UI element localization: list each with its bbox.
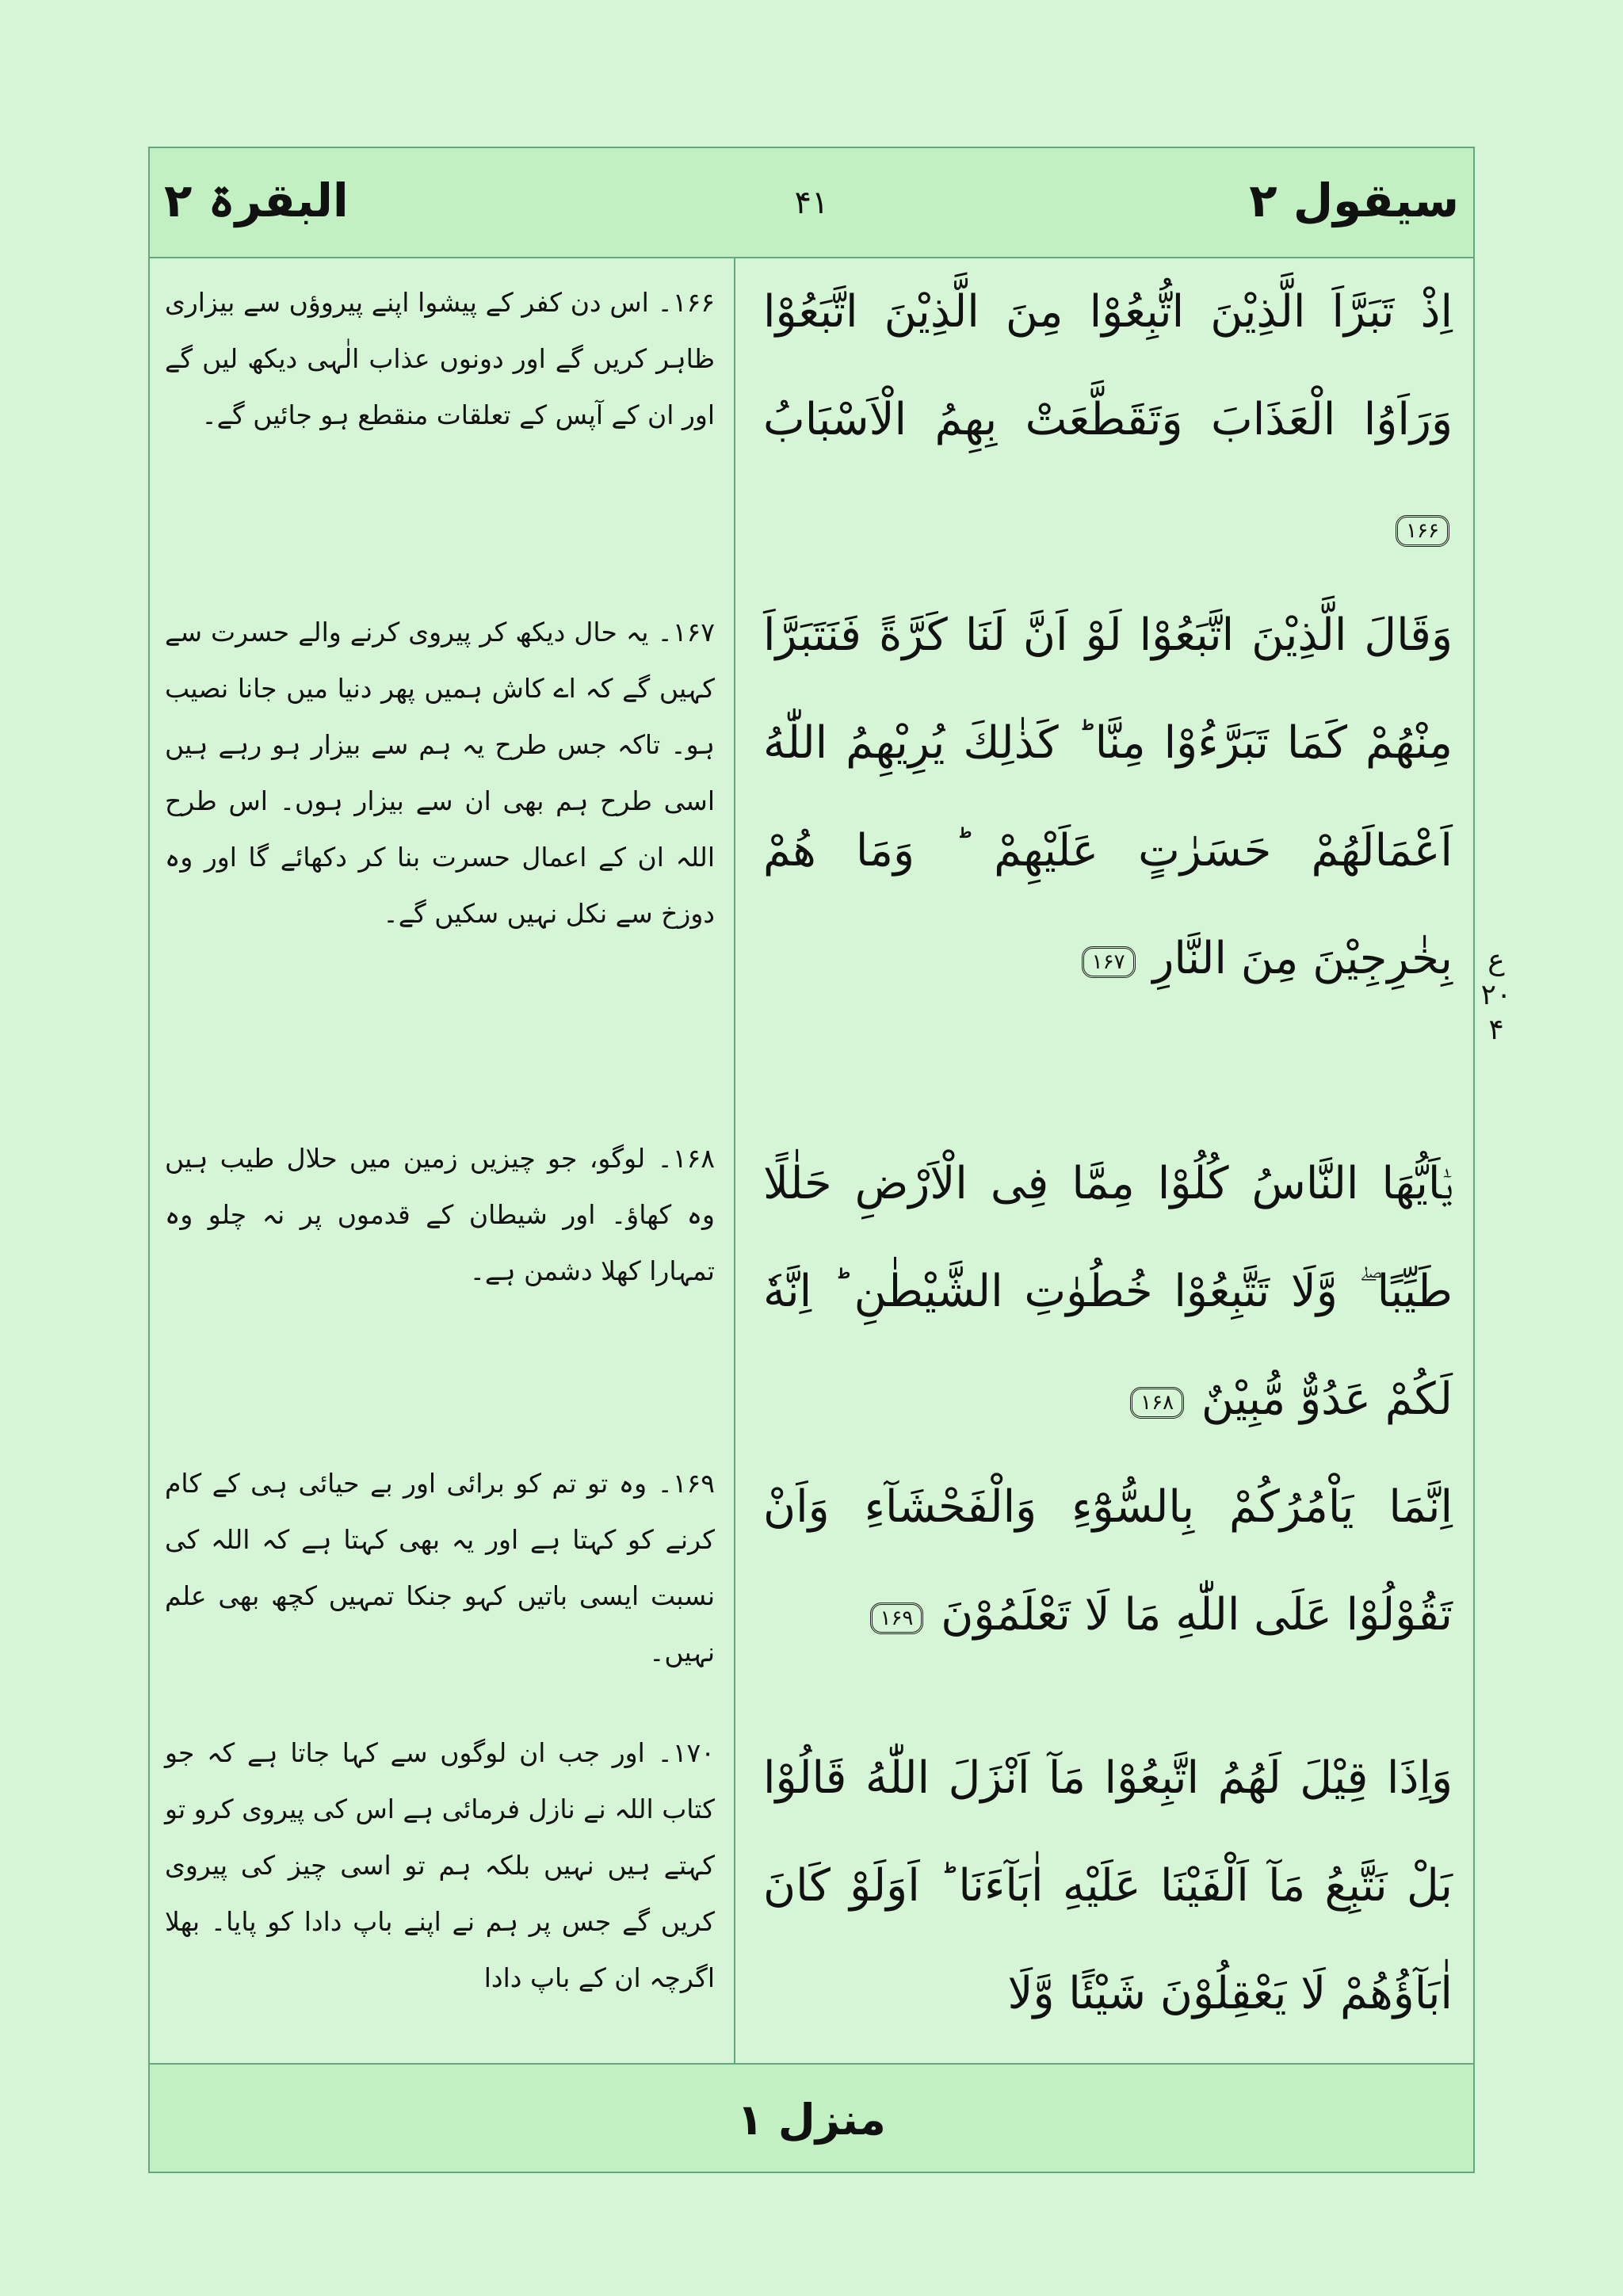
translation-168: ۱۶۸۔ لوگو، جو چیزیں زمین میں حلال طیب ہیں وہ کھاؤ۔ اور شیطان کے قدموں پر نہ چلو وہ تمہارا کھلا دشمن ہے۔ — [165, 1143, 715, 1286]
verse-167 — [763, 582, 1453, 1013]
manzil-label: منزل ۱ — [737, 2095, 886, 2145]
verse-169 — [763, 1454, 1453, 1669]
page-footer — [148, 2063, 1475, 2173]
verse-text: يٰۤاَيُّهَا النَّاسُ كُلُوْا مِمَّا فِى الْاَرْضِ حَلٰلًا طَيِّبًا ۖ وَّلَا تَتَّبِعُوْا خُطُوٰتِ الشَّيْطٰنِ ؕ اِنَّهٗ لَكُمْ عَدُوٌّ مُّبِيْنٌ — [763, 1158, 1453, 1425]
ayah-number-marker: ۱۶۶ — [1396, 515, 1449, 547]
translation-169: ۱۶۹۔ وہ تو تم کو برائی اور بے حیائی ہی کے کام کرنے کو کہتا ہے اور یہ بھی کہتا ہے کہ اللہ کی نسبت ایسی باتیں کہو جنکا تمہیں کچھ بھی علم نہیں۔ — [165, 1468, 715, 1668]
urdu-translation-column — [148, 258, 735, 2063]
translation-170: ۱۷۰۔ اور جب ان لوگوں سے کہا جاتا ہے کہ جو کتاب اللہ نے نازل فرمائی ہے اس کی پیروی کرو تو کہتے ہیں نہیں بلکہ ہم تو اسی چیز کی پیروی کریں گے جس پر ہم نے اپنے باپ دادا کو پایا۔ بھلا اگرچہ ان کے باپ دادا — [165, 1737, 715, 1993]
ruku-marker: ع ۲۰ ۴ — [1480, 944, 1512, 1046]
translation-167: ۱۶۷۔ یہ حال دیکھ کر پیروی کرنے والے حسرت سے کہیں گے کہ اے کاش ہمیں پھر دنیا میں جانا نصیب ہو۔ تاکہ جس طرح یہ ہم سے بیزار ہو رہے ہیں اسی طرح ہم بھی ان سے بیزار ہوں۔ اس طرح اللہ ان کے اعمال حسرت بنا کر دکھائے گا اور وہ دوزخ سے نکل نہیں سکیں گے۔ — [165, 617, 715, 929]
para-title: سیقول ۲ — [1249, 174, 1459, 227]
page-number: ۴۱ — [794, 185, 829, 221]
arabic-text-column — [735, 258, 1475, 2063]
surah-title: البقرۃ ۲ — [164, 174, 349, 227]
verse-170 — [763, 1725, 1453, 2048]
ayah-number-marker: ۱۶۸ — [1130, 1387, 1184, 1419]
ayah-number-marker: ۱۶۷ — [1082, 946, 1136, 978]
verse-166 — [763, 258, 1453, 582]
page-header — [148, 147, 1475, 258]
verse-text: اِنَّمَا يَاْمُرُكُمْ بِالسُّوْٓءِ وَالْفَحْشَآءِ وَاَنْ تَقُوْلُوْا عَلَى اللّٰهِ مَا لَا تَعْلَمُوْنَ — [763, 1481, 1453, 1641]
verse-168 — [763, 1130, 1453, 1454]
translation-166: ۱۶۶۔ اس دن کفر کے پیشوا اپنے پیروؤں سے بیزاری ظاہر کریں گے اور دونوں عذاب الٰہی دیکھ لیں گے اور ان کے آپس کے تعلقات منقطع ہو جائیں گے۔ — [165, 287, 715, 430]
ayah-number-marker: ۱۶۹ — [870, 1603, 924, 1634]
verse-text: وَاِذَا قِيْلَ لَهُمُ اتَّبِعُوْا مَآ اَنْزَلَ اللّٰهُ قَالُوْا بَلْ نَتَّبِعُ مَآ اَلْفَيْنَا عَلَيْهِ اٰبَآءَنَا ؕ اَوَلَوْ كَانَ اٰبَآؤُهُمْ لَا يَعْقِلُوْنَ شَيْئًا وَّلَا — [763, 1752, 1453, 2019]
verse-text: اِذْ تَبَرَّاَ الَّذِيْنَ اتُّبِعُوْا مِنَ الَّذِيْنَ اتَّبَعُوْا وَرَاَوُا الْعَذَابَ وَتَقَطَّعَتْ بِهِمُ الْاَسْبَابُ — [763, 286, 1453, 445]
verse-text: وَقَالَ الَّذِيْنَ اتَّبَعُوْا لَوْ اَنَّ لَنَا كَرَّةً فَنَتَبَرَّاَ مِنْهُمْ كَمَا تَبَرَّءُوْا مِنَّا ؕ كَذٰلِكَ يُرِيْهِمُ اللّٰهُ اَعْمَالَهُمْ حَسَرٰتٍ عَلَيْهِمْ ؕ وَمَا هُمْ بِخٰرِجِيْنَ مِنَ النَّارِ — [763, 609, 1453, 984]
